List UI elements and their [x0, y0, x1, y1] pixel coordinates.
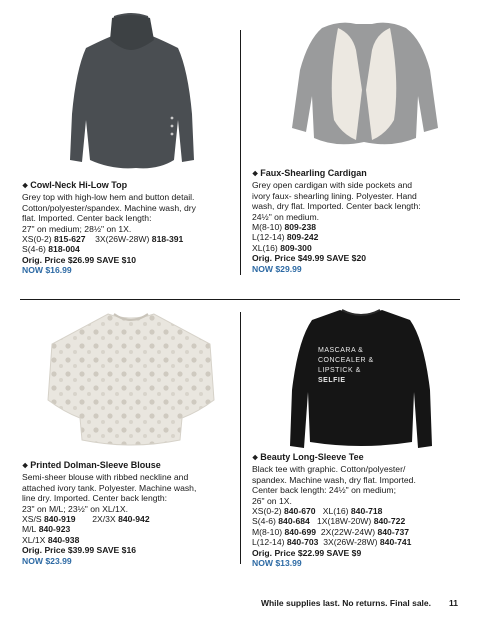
- size-row: [22, 244, 240, 254]
- description-line: 27" on medium; 28½" on 1X.: [22, 223, 132, 234]
- sale-price: NOW $13.99: [252, 558, 302, 569]
- diamond-icon: ❖: [252, 455, 259, 462]
- size-label: M(8-10): [252, 526, 283, 537]
- size-label: XS(0-2): [252, 506, 282, 517]
- diamond-icon: ❖: [22, 463, 29, 470]
- size-label: XS/S: [22, 514, 42, 525]
- sku: 809-238: [284, 222, 317, 233]
- product-image-cowl-neck-top[interactable]: [22, 10, 240, 148]
- sale-price: NOW $29.99: [252, 263, 302, 274]
- product-image-cardigan[interactable]: [252, 10, 470, 148]
- size-label: 2X/3X: [92, 514, 116, 525]
- original-price: Orig. Price $22.99 SAVE $9: [252, 547, 362, 558]
- graphic-line: MASCARA &: [318, 347, 364, 354]
- size-row: [252, 222, 470, 232]
- original-price: Orig. Price $39.99 SAVE $16: [22, 545, 137, 556]
- sku: 840-737: [377, 526, 410, 537]
- sku: 840-938: [47, 534, 80, 545]
- size-row: [252, 232, 470, 242]
- product-beauty-long-sleeve-tee[interactable]: [252, 300, 470, 569]
- sale-price: NOW $23.99: [22, 555, 72, 566]
- product-image-blouse[interactable]: [22, 300, 240, 438]
- product-faux-shearling-cardigan[interactable]: [252, 10, 470, 274]
- graphic-line: LIPSTICK &: [318, 367, 361, 374]
- sku: 840-919: [43, 514, 76, 525]
- column-divider-bottom: [240, 312, 241, 564]
- size-row: [22, 234, 240, 244]
- size-row: [252, 537, 470, 547]
- diamond-icon: ❖: [252, 171, 259, 178]
- description-line: line dry. Imported. Center back length:: [22, 493, 168, 504]
- product-title: ❖ Cowl-Neck Hi-Low Top: [22, 180, 128, 190]
- page-number: 11: [449, 598, 458, 608]
- description-line: ivory faux- shearling lining. Polyester. Hand: [252, 190, 417, 201]
- sku: 840-703: [286, 537, 319, 548]
- sku: 840-722: [373, 516, 406, 527]
- description-line: attached ivory tank. Polyester. Machine wash,: [22, 482, 197, 493]
- sku: 840-670: [284, 506, 316, 517]
- size-label: 1X(18W-20W): [317, 516, 372, 527]
- sku: 818-391: [151, 234, 184, 245]
- size-label: S(4-6): [22, 244, 46, 255]
- product-title: ❖ Printed Dolman-Sleeve Blouse: [22, 460, 161, 470]
- description-line: Cotton/polyester/spandex. Machine wash, dry: [22, 202, 196, 213]
- sale-price: NOW $16.99: [22, 265, 72, 276]
- size-label: XL(16): [322, 506, 349, 517]
- sku: 840-923: [38, 524, 71, 535]
- column-divider-top: [240, 30, 241, 275]
- description-line: Grey top with high-low hem and button detail.: [22, 192, 195, 203]
- size-row: [22, 514, 240, 524]
- size-label: XL/1X: [22, 534, 46, 545]
- original-price: Orig. Price $26.99 SAVE $10: [22, 254, 137, 265]
- sku: 840-741: [379, 537, 412, 548]
- size-label: XS(0-2): [22, 234, 52, 245]
- size-label: 3X(26W-28W): [323, 537, 378, 548]
- size-label: L(12-14): [252, 537, 285, 548]
- sku: 840-718: [350, 506, 383, 517]
- description-line: 24½" on medium.: [252, 211, 320, 222]
- graphic-line: SELFIE: [318, 377, 346, 384]
- size-row: [22, 535, 240, 545]
- size-label: XL(16): [252, 242, 278, 253]
- description-line: 26" on 1X.: [252, 495, 292, 506]
- original-price: Orig. Price $49.99 SAVE $20: [252, 253, 367, 264]
- size-label: M(8-10): [252, 222, 283, 233]
- product-cowl-neck-top[interactable]: [22, 10, 240, 276]
- diamond-icon: ❖: [22, 183, 29, 190]
- footer-note: While supplies last. No returns. Final sale.: [260, 598, 431, 608]
- page-footer: [261, 598, 458, 608]
- tee-graphic-text: [318, 346, 374, 386]
- size-label: S(4-6): [252, 516, 276, 527]
- size-row: [252, 527, 470, 537]
- size-label: M/L: [22, 524, 37, 535]
- product-printed-dolman-blouse[interactable]: [22, 300, 240, 566]
- description-line: Black tee with graphic. Cotton/polyester/: [252, 464, 406, 475]
- product-title: ❖ Faux-Shearling Cardigan: [252, 168, 367, 178]
- description-line: Center back length: 24½" on medium;: [252, 485, 396, 496]
- description-line: spandex. Machine wash, dry flat. Imported.: [252, 474, 416, 485]
- sku: 818-004: [48, 244, 80, 255]
- description-line: flat. Imported. Center back length:: [22, 213, 152, 224]
- product-image-tee[interactable]: [252, 300, 470, 438]
- description-line: 23" on M/L; 23½" on XL/1X.: [22, 503, 128, 514]
- size-row: [252, 506, 470, 516]
- sku: 840-942: [118, 514, 150, 525]
- sku: 809-300: [280, 242, 312, 253]
- size-label: 2X(22W-24W): [320, 526, 376, 537]
- sku: 840-684: [278, 516, 310, 527]
- graphic-line: CONCEALER &: [318, 357, 374, 364]
- sku: 809-242: [286, 232, 319, 243]
- description-line: Grey open cardigan with side pockets and: [252, 180, 413, 191]
- size-row: [252, 516, 470, 526]
- size-row: [252, 243, 470, 253]
- sku: 840-699: [284, 526, 317, 537]
- sku: 815-627: [54, 234, 86, 245]
- size-row: [22, 524, 240, 534]
- product-title: ❖ Beauty Long-Sleeve Tee: [252, 452, 364, 462]
- size-label: L(12-14): [252, 232, 285, 243]
- description-line: wash, dry flat. Imported. Center back length:: [252, 201, 421, 212]
- size-label: 3X(26W-28W): [95, 234, 150, 245]
- description-line: Semi-sheer blouse with ribbed neckline and: [22, 472, 189, 483]
